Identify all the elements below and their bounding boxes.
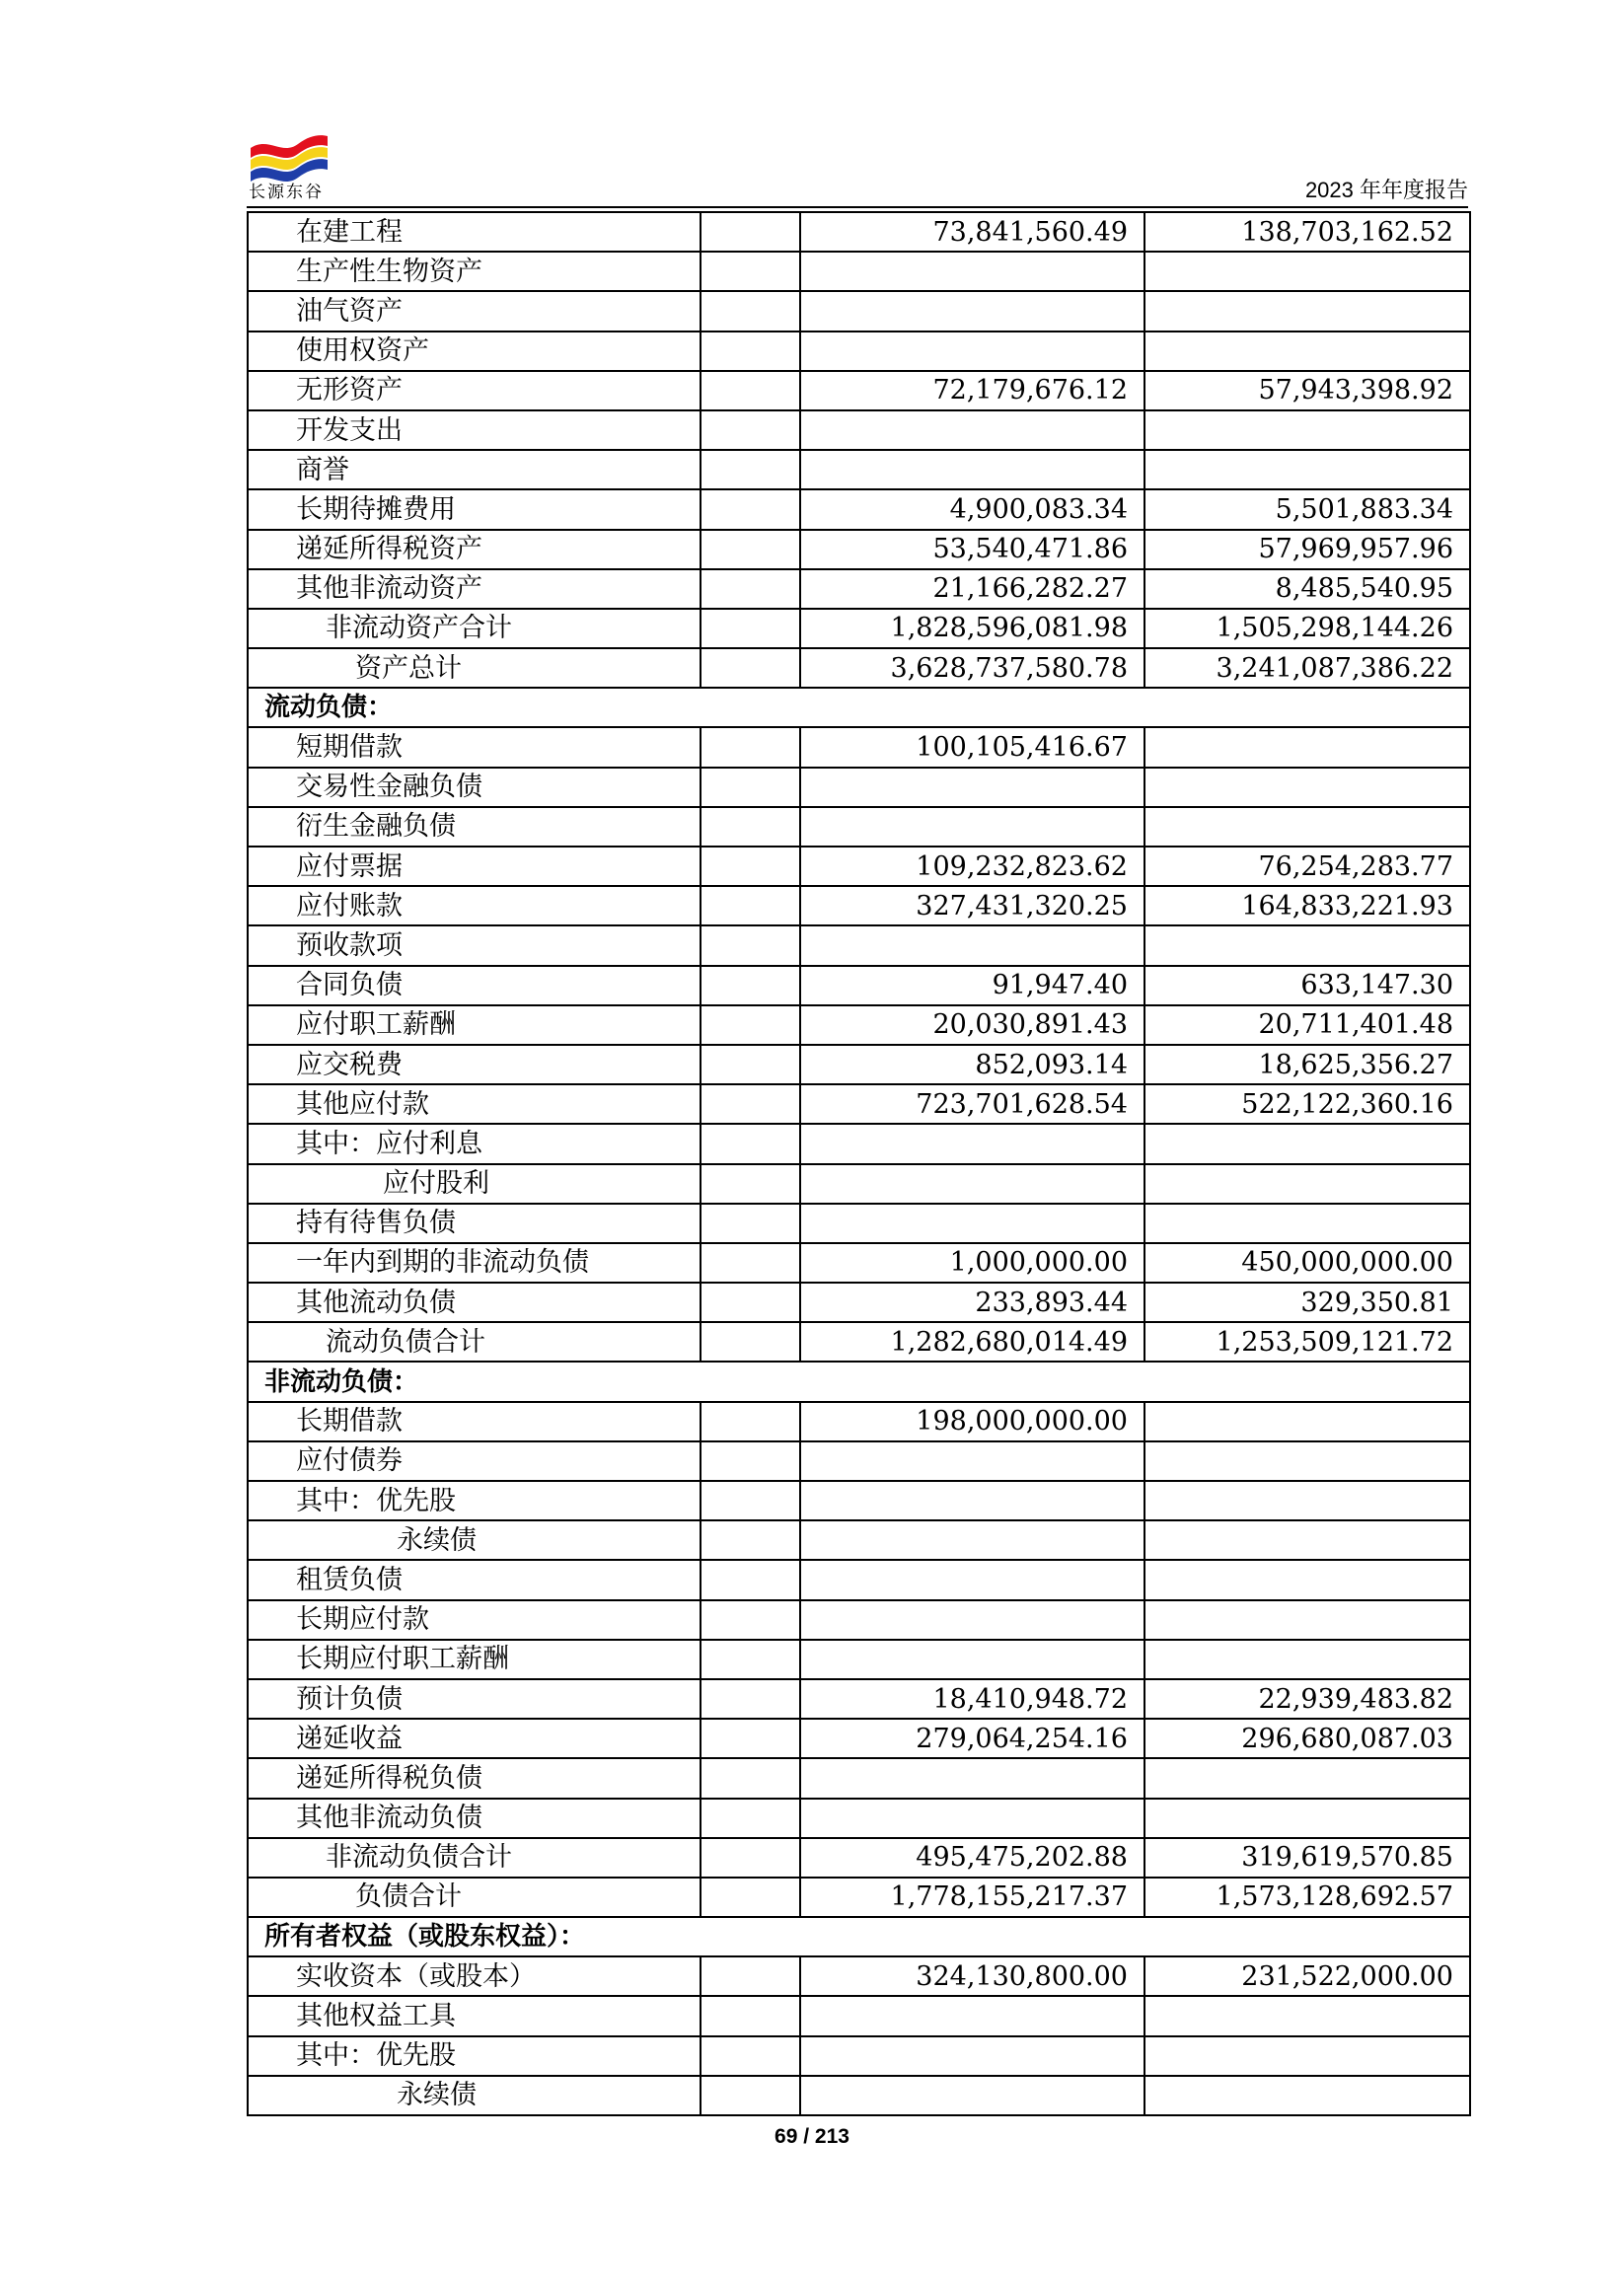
row-label: 非流动负债合计	[248, 1838, 701, 1878]
table-row	[248, 609, 1470, 648]
table-row	[248, 1719, 1470, 1758]
table-row	[248, 1243, 1470, 1283]
row-label: 使用权资产	[248, 332, 701, 371]
current-period-value: 279,064,254.16	[800, 1719, 1144, 1758]
prior-period-value: 138,703,162.52	[1144, 212, 1470, 252]
note-cell	[701, 1243, 800, 1283]
row-label: 其他权益工具	[248, 1996, 701, 2035]
table-row	[248, 1600, 1470, 1640]
note-cell	[701, 530, 800, 569]
current-period-value	[800, 1799, 1144, 1838]
note-cell	[701, 489, 800, 529]
table-row	[248, 886, 1470, 925]
note-cell	[701, 1283, 800, 1322]
prior-period-value	[1144, 1204, 1470, 1243]
note-cell	[701, 1719, 800, 1758]
row-label: 应交税费	[248, 1045, 701, 1084]
note-cell	[701, 1679, 800, 1719]
table-row	[248, 1322, 1470, 1362]
table-row	[248, 1560, 1470, 1599]
prior-period-value: 164,833,221.93	[1144, 886, 1470, 925]
current-period-value	[800, 332, 1144, 371]
table-row	[248, 925, 1470, 965]
current-period-value: 20,030,891.43	[800, 1005, 1144, 1045]
row-label: 永续债	[248, 1520, 701, 1560]
row-label: 应付股利	[248, 1164, 701, 1204]
note-cell	[701, 648, 800, 688]
table-row	[248, 1838, 1470, 1878]
table-row	[248, 1402, 1470, 1441]
table-row	[248, 1283, 1470, 1322]
note-cell	[701, 768, 800, 807]
table-row	[248, 1481, 1470, 1520]
table-row	[248, 966, 1470, 1005]
note-cell	[701, 2036, 800, 2076]
table-row	[248, 1441, 1470, 1481]
table-row	[248, 648, 1470, 688]
section-header-row	[248, 688, 1470, 727]
note-cell	[701, 332, 800, 371]
prior-period-value: 329,350.81	[1144, 1283, 1470, 1322]
note-cell	[701, 1799, 800, 1838]
current-period-value	[800, 1481, 1144, 1520]
current-period-value	[800, 2036, 1144, 2076]
current-period-value	[800, 807, 1144, 847]
current-period-value	[800, 410, 1144, 450]
note-cell	[701, 1600, 800, 1640]
row-label: 其他非流动负债	[248, 1799, 701, 1838]
prior-period-value: 22,939,483.82	[1144, 1679, 1470, 1719]
row-label: 其中：优先股	[248, 1481, 701, 1520]
note-cell	[701, 252, 800, 291]
current-period-value	[800, 1441, 1144, 1481]
row-label: 其他应付款	[248, 1084, 701, 1124]
note-cell	[701, 925, 800, 965]
current-period-value: 1,000,000.00	[800, 1243, 1144, 1283]
balance-sheet-body	[248, 212, 1470, 2115]
row-label: 无形资产	[248, 371, 701, 410]
current-period-value	[800, 1520, 1144, 1560]
prior-period-value	[1144, 332, 1470, 371]
table-row	[248, 332, 1470, 371]
prior-period-value	[1144, 1441, 1470, 1481]
table-row	[248, 1124, 1470, 1163]
note-cell	[701, 569, 800, 609]
prior-period-value: 450,000,000.00	[1144, 1243, 1470, 1283]
section-title: 所有者权益（或股东权益）：	[248, 1917, 1470, 1956]
table-row	[248, 1520, 1470, 1560]
current-period-value: 21,166,282.27	[800, 569, 1144, 609]
row-label: 递延所得税资产	[248, 530, 701, 569]
current-period-value	[800, 1640, 1144, 1679]
table-row	[248, 1996, 1470, 2035]
note-cell	[701, 450, 800, 489]
note-cell	[701, 807, 800, 847]
prior-period-value: 522,122,360.16	[1144, 1084, 1470, 1124]
table-row	[248, 371, 1470, 410]
current-period-value	[800, 768, 1144, 807]
row-label: 其中：应付利息	[248, 1124, 701, 1163]
note-cell	[701, 212, 800, 252]
note-cell	[701, 1402, 800, 1441]
row-label: 其他流动负债	[248, 1283, 701, 1322]
table-row	[248, 410, 1470, 450]
table-row	[248, 2076, 1470, 2115]
note-cell	[701, 1758, 800, 1798]
row-label: 在建工程	[248, 212, 701, 252]
current-period-value: 495,475,202.88	[800, 1838, 1144, 1878]
row-label: 流动负债合计	[248, 1322, 701, 1362]
prior-period-value	[1144, 1124, 1470, 1163]
row-label: 长期应付款	[248, 1600, 701, 1640]
prior-period-value	[1144, 2036, 1470, 2076]
prior-period-value	[1144, 1600, 1470, 1640]
prior-period-value: 20,711,401.48	[1144, 1005, 1470, 1045]
prior-period-value	[1144, 291, 1470, 331]
note-cell	[701, 371, 800, 410]
current-period-value	[800, 1600, 1144, 1640]
current-period-value	[800, 1996, 1144, 2035]
note-cell	[701, 410, 800, 450]
current-period-value	[800, 1124, 1144, 1163]
prior-period-value	[1144, 1402, 1470, 1441]
current-period-value: 3,628,737,580.78	[800, 648, 1144, 688]
row-label: 其中：优先股	[248, 2036, 701, 2076]
prior-period-value	[1144, 410, 1470, 450]
prior-period-value	[1144, 252, 1470, 291]
note-cell	[701, 847, 800, 886]
prior-period-value: 231,522,000.00	[1144, 1956, 1470, 1996]
table-row	[248, 847, 1470, 886]
row-label: 非流动资产合计	[248, 609, 701, 648]
note-cell	[701, 1520, 800, 1560]
note-cell	[701, 886, 800, 925]
row-label: 应付职工薪酬	[248, 1005, 701, 1045]
prior-period-value: 8,485,540.95	[1144, 569, 1470, 609]
row-label: 预收款项	[248, 925, 701, 965]
row-label: 生产性生物资产	[248, 252, 701, 291]
row-label: 持有待售负债	[248, 1204, 701, 1243]
prior-period-value: 1,505,298,144.26	[1144, 609, 1470, 648]
table-row	[248, 530, 1470, 569]
prior-period-value: 76,254,283.77	[1144, 847, 1470, 886]
current-period-value: 100,105,416.67	[800, 727, 1144, 767]
row-label: 永续债	[248, 2076, 701, 2115]
row-label: 开发支出	[248, 410, 701, 450]
note-cell	[701, 1124, 800, 1163]
prior-period-value: 633,147.30	[1144, 966, 1470, 1005]
table-row	[248, 1956, 1470, 1996]
table-row	[248, 1799, 1470, 1838]
table-row	[248, 1005, 1470, 1045]
table-row	[248, 569, 1470, 609]
table-row	[248, 291, 1470, 331]
row-label: 预计负债	[248, 1679, 701, 1719]
current-period-value: 723,701,628.54	[800, 1084, 1144, 1124]
note-cell	[701, 727, 800, 767]
note-cell	[701, 966, 800, 1005]
current-period-value	[800, 252, 1144, 291]
prior-period-value: 3,241,087,386.22	[1144, 648, 1470, 688]
row-label: 交易性金融负债	[248, 768, 701, 807]
table-row	[248, 1878, 1470, 1917]
prior-period-value: 1,573,128,692.57	[1144, 1878, 1470, 1917]
table-row	[248, 489, 1470, 529]
note-cell	[701, 1878, 800, 1917]
row-label: 长期应付职工薪酬	[248, 1640, 701, 1679]
page-number: 69 / 213	[775, 2125, 849, 2148]
row-label: 应付票据	[248, 847, 701, 886]
current-period-value: 4,900,083.34	[800, 489, 1144, 529]
prior-period-value: 296,680,087.03	[1144, 1719, 1470, 1758]
table-row	[248, 1679, 1470, 1719]
balance-sheet-table	[247, 211, 1471, 2116]
report-title: 2023 年年度报告	[1304, 178, 1468, 202]
row-label: 长期待摊费用	[248, 489, 701, 529]
current-period-value: 1,282,680,014.49	[800, 1322, 1144, 1362]
note-cell	[701, 609, 800, 648]
table-row	[248, 1204, 1470, 1243]
note-cell	[701, 2076, 800, 2115]
table-row	[248, 1164, 1470, 1204]
table-row	[248, 807, 1470, 847]
prior-period-value	[1144, 1164, 1470, 1204]
current-period-value	[800, 1758, 1144, 1798]
current-period-value	[800, 450, 1144, 489]
row-label: 长期借款	[248, 1402, 701, 1441]
note-cell	[701, 1956, 800, 1996]
current-period-value: 198,000,000.00	[800, 1402, 1144, 1441]
header-divider	[247, 206, 1468, 208]
prior-period-value: 57,969,957.96	[1144, 530, 1470, 569]
prior-period-value	[1144, 450, 1470, 489]
note-cell	[701, 1322, 800, 1362]
logo-text: 长源东谷	[249, 183, 324, 202]
row-label: 合同负债	[248, 966, 701, 1005]
section-header-row	[248, 1362, 1470, 1401]
current-period-value: 18,410,948.72	[800, 1679, 1144, 1719]
prior-period-value: 1,253,509,121.72	[1144, 1322, 1470, 1362]
table-row	[248, 252, 1470, 291]
table-row	[248, 2036, 1470, 2076]
row-label: 油气资产	[248, 291, 701, 331]
prior-period-value: 18,625,356.27	[1144, 1045, 1470, 1084]
current-period-value: 73,841,560.49	[800, 212, 1144, 252]
section-title: 非流动负债：	[248, 1362, 1470, 1401]
current-period-value: 852,093.14	[800, 1045, 1144, 1084]
prior-period-value	[1144, 1758, 1470, 1798]
current-period-value	[800, 1204, 1144, 1243]
current-period-value: 327,431,320.25	[800, 886, 1144, 925]
note-cell	[701, 1441, 800, 1481]
table-row	[248, 1084, 1470, 1124]
current-period-value: 1,778,155,217.37	[800, 1878, 1144, 1917]
row-label: 其他非流动资产	[248, 569, 701, 609]
row-label: 应付债券	[248, 1441, 701, 1481]
table-row	[248, 1640, 1470, 1679]
prior-period-value	[1144, 925, 1470, 965]
prior-period-value	[1144, 1481, 1470, 1520]
current-period-value: 91,947.40	[800, 966, 1144, 1005]
current-period-value	[800, 1560, 1144, 1599]
prior-period-value	[1144, 2076, 1470, 2115]
row-label: 租赁负债	[248, 1560, 701, 1599]
prior-period-value	[1144, 1560, 1470, 1599]
note-cell	[701, 1838, 800, 1878]
table-row	[248, 212, 1470, 252]
row-label: 短期借款	[248, 727, 701, 767]
prior-period-value: 319,619,570.85	[1144, 1838, 1470, 1878]
current-period-value	[800, 2076, 1144, 2115]
row-label: 递延所得税负债	[248, 1758, 701, 1798]
table-row	[248, 768, 1470, 807]
section-header-row	[248, 1917, 1470, 1956]
prior-period-value	[1144, 807, 1470, 847]
note-cell	[701, 1005, 800, 1045]
note-cell	[701, 1204, 800, 1243]
row-label: 递延收益	[248, 1719, 701, 1758]
prior-period-value	[1144, 768, 1470, 807]
current-period-value: 109,232,823.62	[800, 847, 1144, 886]
row-label: 一年内到期的非流动负债	[248, 1243, 701, 1283]
current-period-value: 324,130,800.00	[800, 1956, 1144, 1996]
table-row	[248, 1045, 1470, 1084]
current-period-value: 53,540,471.86	[800, 530, 1144, 569]
prior-period-value: 57,943,398.92	[1144, 371, 1470, 410]
row-label: 商誉	[248, 450, 701, 489]
prior-period-value	[1144, 727, 1470, 767]
current-period-value	[800, 291, 1144, 331]
prior-period-value	[1144, 1996, 1470, 2035]
prior-period-value	[1144, 1799, 1470, 1838]
note-cell	[701, 1045, 800, 1084]
prior-period-value	[1144, 1520, 1470, 1560]
current-period-value	[800, 1164, 1144, 1204]
current-period-value: 1,828,596,081.98	[800, 609, 1144, 648]
prior-period-value: 5,501,883.34	[1144, 489, 1470, 529]
note-cell	[701, 1164, 800, 1204]
row-label: 应付账款	[248, 886, 701, 925]
current-period-value: 233,893.44	[800, 1283, 1144, 1322]
table-row	[248, 727, 1470, 767]
prior-period-value	[1144, 1640, 1470, 1679]
current-period-value	[800, 925, 1144, 965]
row-label: 衍生金融负债	[248, 807, 701, 847]
note-cell	[701, 1481, 800, 1520]
table-row	[248, 1758, 1470, 1798]
table-row	[248, 450, 1470, 489]
note-cell	[701, 1996, 800, 2035]
note-cell	[701, 291, 800, 331]
current-period-value: 72,179,676.12	[800, 371, 1144, 410]
row-label: 负债合计	[248, 1878, 701, 1917]
note-cell	[701, 1560, 800, 1599]
section-title: 流动负债：	[248, 688, 1470, 727]
row-label: 实收资本（或股本）	[248, 1956, 701, 1996]
row-label: 资产总计	[248, 648, 701, 688]
note-cell	[701, 1084, 800, 1124]
note-cell	[701, 1640, 800, 1679]
